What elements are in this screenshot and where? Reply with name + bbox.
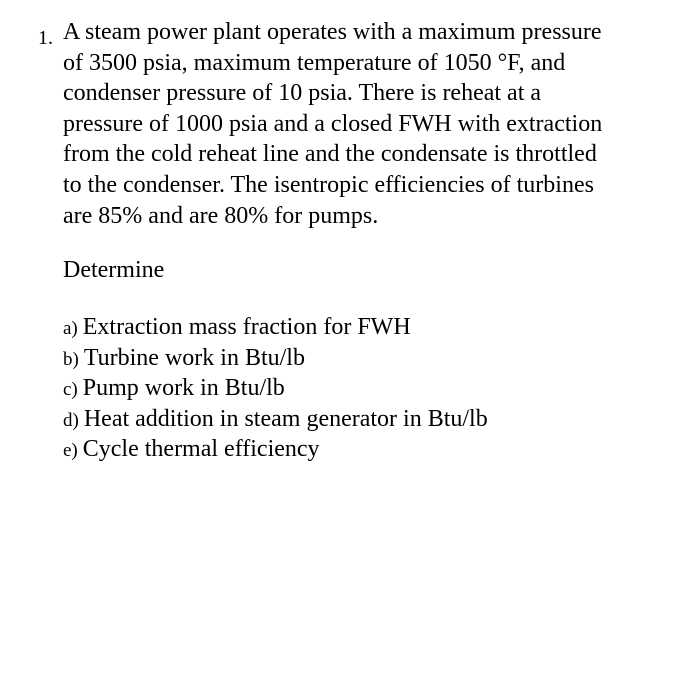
- problem-line: pressure of 1000 psia and a closed FWH with extraction: [63, 110, 603, 137]
- problem-line: are 85% and are 80% for pumps.: [63, 202, 379, 229]
- part-text: Extraction mass fraction for FWH: [82, 314, 411, 340]
- part-letter: b): [63, 348, 79, 370]
- question-part: [63, 343, 488, 374]
- problem-text: [63, 17, 678, 231]
- part-letter: c): [63, 379, 78, 400]
- part-text: Pump work in Btu/lb: [82, 375, 285, 401]
- problem-line: condenser pressure of 10 psia. There is reheat at a: [63, 80, 542, 107]
- problem-number: 1.: [38, 27, 53, 49]
- question-part: [63, 434, 488, 465]
- problem-line: to the condenser. The isentropic efficiencies of turbines: [63, 171, 594, 198]
- part-letter: a): [63, 318, 78, 339]
- part-text: Cycle thermal efficiency: [82, 436, 320, 462]
- question-part: [63, 373, 488, 404]
- question-parts-list: [63, 312, 488, 465]
- question-part: [63, 404, 488, 435]
- problem-line: of 3500 psia, maximum temperature of 1050 °F, and: [63, 49, 566, 76]
- question-part: [63, 312, 488, 343]
- part-letter: e): [63, 440, 78, 461]
- part-letter: d): [63, 409, 79, 431]
- part-text: Heat addition in steam generator in Btu/lb: [83, 405, 488, 432]
- problem-line: from the cold reheat line and the condensate is throttled: [63, 141, 597, 168]
- part-text: Turbine work in Btu/lb: [83, 344, 305, 371]
- determine-heading: Determine: [63, 257, 165, 283]
- problem-line: A steam power plant operates with a maximum pressure: [63, 19, 602, 45]
